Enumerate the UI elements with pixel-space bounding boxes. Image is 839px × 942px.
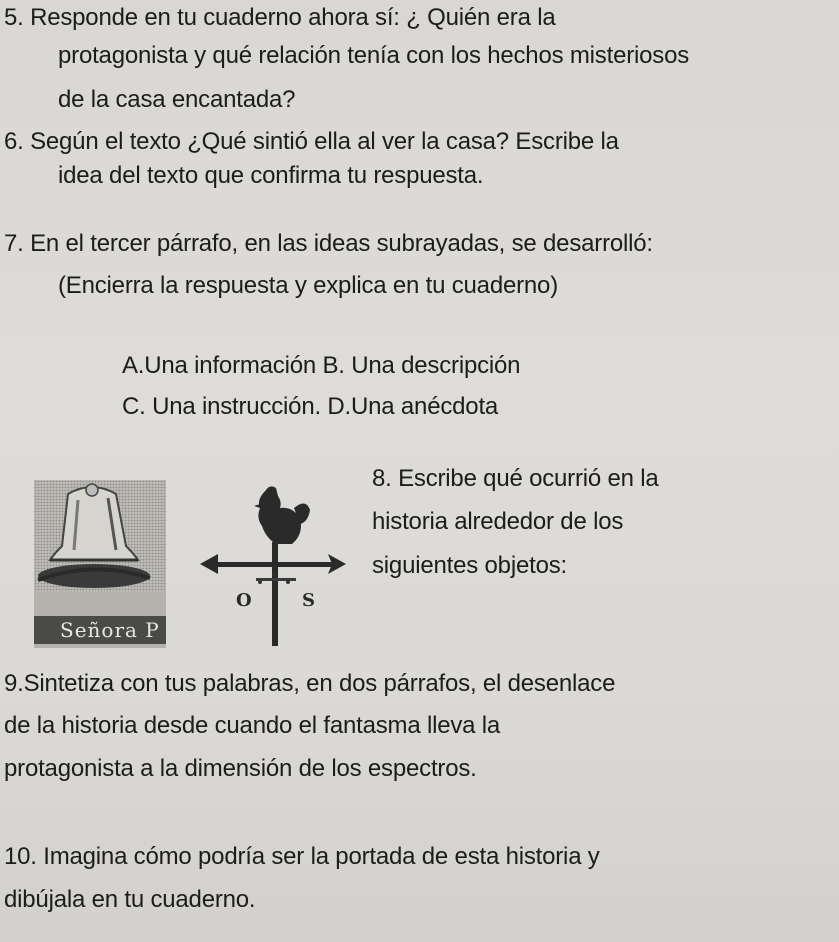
q5-line-2: protagonista y qué relación tenía con los hechos misteriosos	[58, 42, 690, 69]
q5-line-3: de la casa encantada?	[58, 86, 296, 113]
q8-line-1: 8. Escribe qué ocurrió en la	[372, 465, 659, 492]
q6-line-2: idea del texto que confirma tu respuesta.	[58, 162, 484, 189]
q8-line-3: siguientes objetos:	[372, 552, 567, 579]
weathervane-icon	[196, 478, 356, 648]
q7-line-1: 7. En el tercer párrafo, en las ideas subrayadas, se desarrolló:	[4, 230, 653, 257]
q9-line-1: 9.Sintetiza con tus palabras, en dos párrafos, el desenlace	[4, 670, 616, 697]
bell-picture	[34, 480, 166, 648]
q7-option-row-1: A.Una información B. Una descripción	[122, 352, 521, 379]
sign-text: Señora P	[60, 618, 160, 642]
q7-option-row-2: C. Una instrucción. D.Una anécdota	[122, 393, 499, 420]
q9-line-2: de la historia desde cuando el fantasma lleva la	[4, 712, 501, 739]
q10-line-2: dibújala en tu cuaderno.	[4, 886, 256, 913]
vane-letter-s: S	[302, 590, 315, 611]
q8-line-2: historia alrededor de los	[372, 508, 624, 535]
q6-line-1: 6. Según el texto ¿Qué sintió ella al ver la casa? Escribe la	[4, 128, 619, 155]
q10-line-1: 10. Imagina cómo podría ser la portada de esta historia y	[4, 843, 600, 870]
q5-line-1: 5. Responde en tu cuaderno ahora sí: ¿ Quién era la	[4, 4, 556, 31]
q7-line-2: (Encierra la respuesta y explica en tu cuaderno)	[58, 272, 559, 299]
q9-line-3: protagonista a la dimensión de los espectros.	[4, 755, 477, 782]
vane-letter-o: O	[236, 590, 252, 611]
weathervane-picture	[196, 478, 356, 648]
